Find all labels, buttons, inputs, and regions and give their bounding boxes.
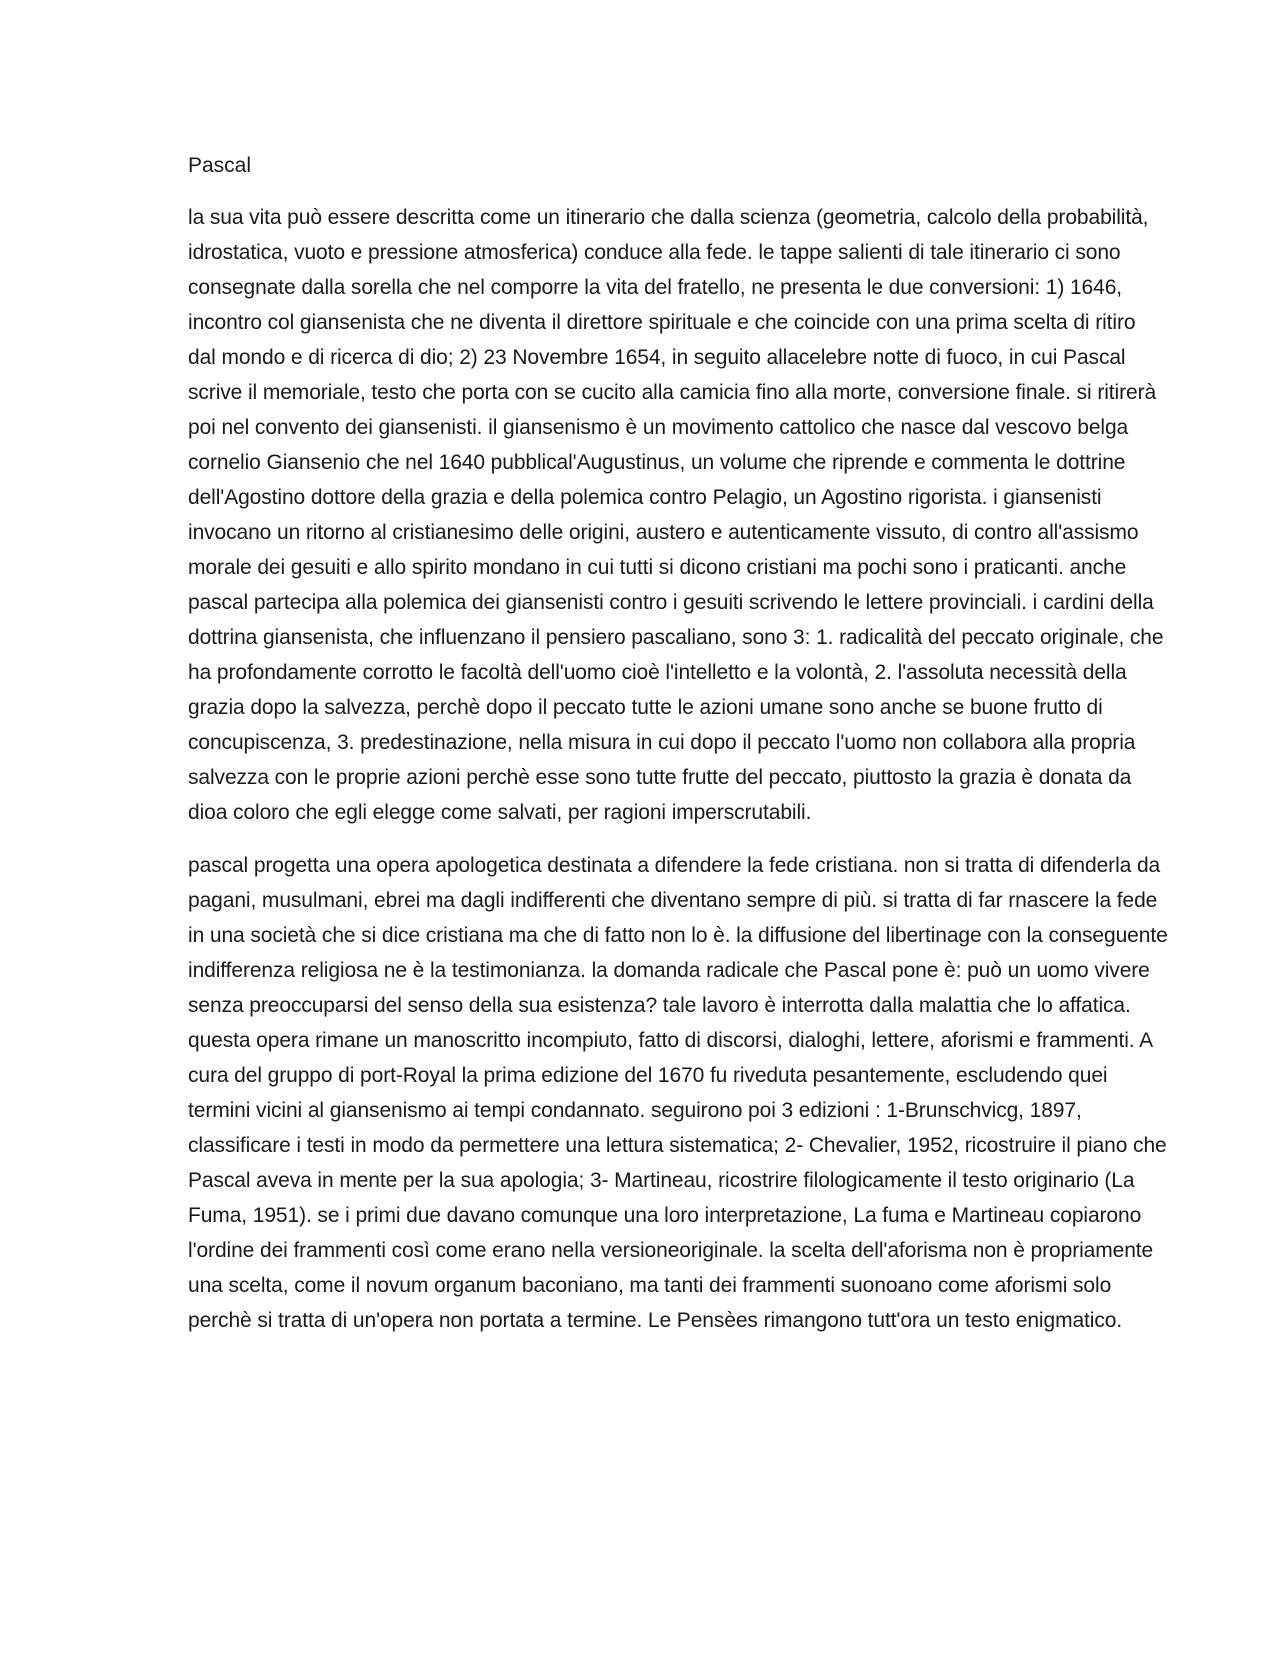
document-title: Pascal <box>188 154 252 177</box>
document-body <box>188 150 1168 1356</box>
paragraph-life: la sua vita può essere descritta come un itinerario che dalla scienza (geometria, calcolo della probabilità, idrostatica, vuoto e pressione atmosferica) conduce alla fede. le tappe salienti di tale itinerario ci sono consegnate dalla sorella che nel comporre la vita del fratello, ne presenta le due conversioni: 1) 1646, incontro col giansenista che ne diventa il direttore spirituale e che coincide con una prima scelta di ritiro dal mondo e di ricerca di dio; 2) 23 Novembre 1654, in seguito allacelebre notte di fuoco, in cui Pascal scrive il memoriale, testo che porta con se cucito alla camicia fino alla morte, conversione finale. si ritirerà poi nel convento dei giansenisti. il giansenismo è un movimento cattolico che nasce dal vescovo belga cornelio Giansenio che nel 1640 pubblical'Augustinus, un volume che riprende e commenta le dottrine dell'Agostino dottore della grazia e della polemica contro Pelagio, un Agostino rigorista. i giansenisti invocano un ritorno al cristianesimo delle origini, austero e autenticamente vissuto, di contro all'assismo morale dei gesuiti e allo spirito mondano in cui tutti si dicono cristiani ma pochi sono i praticanti. anche pascal partecipa alla polemica dei giansenisti contro i gesuiti scrivendo le lettere provinciali. i cardini della dottrina giansenista, che influenzano il pensiero pascaliano, sono 3: 1. radicalità del peccato originale, che ha profondamente corrotto le facoltà dell'uomo cioè l'intelletto e la volontà, 2. l'assoluta necessità della grazia dopo la salvezza, perchè dopo il peccato tutte le azioni umane sono anche se buone frutto di concupiscenza, 3. predestinazione, nella misura in cui dopo il peccato l'uomo non collabora alla propria salvezza con le proprie azioni perchè esse sono tutte frutte del peccato, piuttosto la grazia è donata da dioa coloro che egli elegge come salvati, per ragioni imperscrutabili. <box>188 206 1164 824</box>
paragraph-pensees: pascal progetta una opera apologetica destinata a difendere la fede cristiana. non si tratta di difenderla da pagani, musulmani, ebrei ma dagli indifferenti che diventano sempre di più. si tratta di far rnascere la fede in una società che si dice cristiana ma che di fatto non lo è. la diffusione del libertinage con la conseguente indifferenza religiosa ne è la testimonianza. la domanda radicale che Pascal pone è: può un uomo vivere senza preoccuparsi del senso della sua esistenza? tale lavoro è interrotta dalla malattia che lo affatica. questa opera rimane un manoscritto incompiuto, fatto di discorsi, dialoghi, lettere, aforismi e frammenti. A cura del gruppo di port-Royal la prima edizione del 1670 fu riveduta pesantemente, escludendo quei termini vicini al giansenismo ai tempi condannato. seguirono poi 3 edizioni : 1-Brunschvicg, 1897, classificare i testi in modo da permettere una lettura sistematica; 2- Chevalier, 1952, ricostruire il piano che Pascal aveva in mente per la sua apologia; 3- Martineau, ricostrire filologicamente il testo originario (La Fuma, 1951). se i primi due davano comunque una loro interpretazione, La fuma e Martineau copiarono l'ordine dei frammenti così come erano nella versioneoriginale. la scelta dell'aforisma non è propriamente una scelta, come il novum organum baconiano, ma tanti dei frammenti suonoano come aforismi solo perchè si tratta di un'opera non portata a termine. Le Pensèes rimangono tutt'ora un testo enigmatico. <box>188 854 1168 1332</box>
